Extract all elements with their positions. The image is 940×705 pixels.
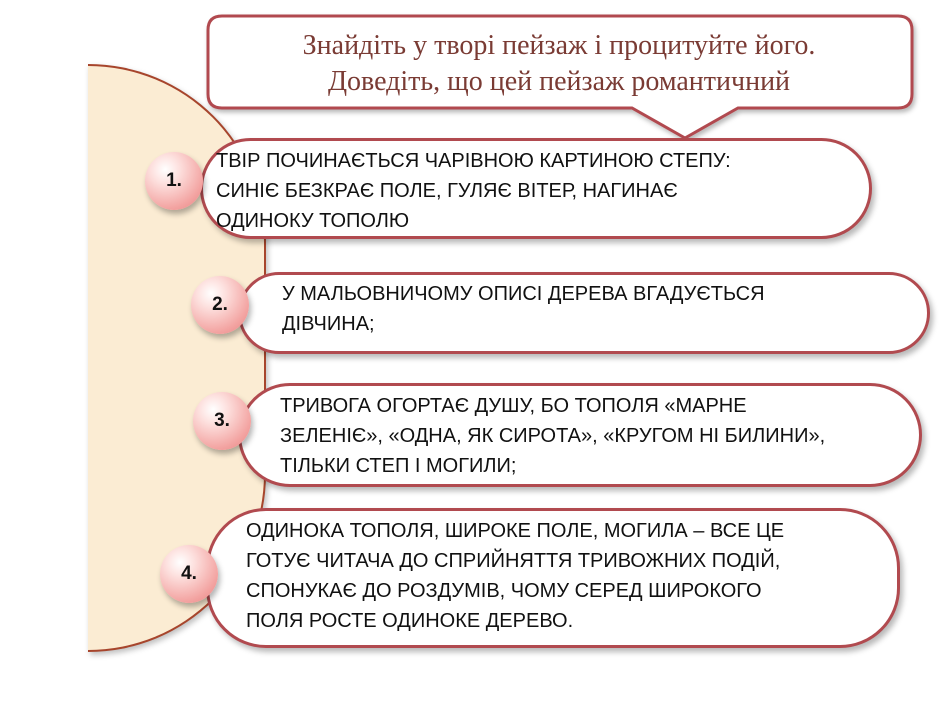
callout-line-2: Доведіть, що цей пейзаж романтичний	[327, 66, 791, 97]
number-badge-4: 4.	[160, 545, 218, 603]
answer-1-line-1: ТВІР ПОЧИНАЄТЬСЯ ЧАРІВНОЮ КАРТИНОЮ СТЕПУ:	[216, 150, 731, 172]
answer-text-3	[280, 391, 825, 481]
answer-4-line-3: СПОНУКАЄ ДО РОЗДУМІВ, ЧОМУ СЕРЕД ШИРОКОГО	[246, 580, 762, 602]
answer-text-2	[282, 279, 765, 339]
answer-text-1	[216, 146, 731, 236]
answer-4-line-2: ГОТУЄ ЧИТАЧА ДО СПРИЙНЯТТЯ ТРИВОЖНИХ ПОДІЙ,	[246, 550, 781, 572]
answer-text-4	[246, 516, 784, 636]
answer-2-line-2: ДІВЧИНА;	[282, 313, 375, 335]
answer-1-line-2: СИНІЄ БЕЗКРАЄ ПОЛЕ, ГУЛЯЄ ВІТЕР, НАГИНАЄ	[216, 180, 678, 202]
answer-3-line-2: ЗЕЛЕНІЄ», «ОДНА, ЯК СИРОТА», «КРУГОМ НІ БИЛИНИ»,	[280, 425, 826, 447]
callout-text	[214, 28, 904, 100]
answer-1-line-3: ОДИНОКУ ТОПОЛЮ	[216, 210, 410, 232]
answer-3-line-3: ТІЛЬКИ СТЕП І МОГИЛИ;	[280, 455, 517, 477]
answer-3-line-1: ТРИВОГА ОГОРТАЄ ДУШУ, БО ТОПОЛЯ «МАРНЕ	[280, 395, 747, 417]
answer-4-line-4: ПОЛЯ РОСТЕ ОДИНОКЕ ДЕРЕВО.	[246, 610, 574, 632]
number-badge-3: 3.	[193, 392, 251, 450]
callout-line-1: Знайдіть у творі пейзаж і процитуйте його.	[302, 30, 816, 61]
number-badge-1: 1.	[145, 152, 203, 210]
number-badge-2: 2.	[191, 276, 249, 334]
answer-2-line-1: У МАЛЬОВНИЧОМУ ОПИСІ ДЕРЕВА ВГАДУЄТЬСЯ	[282, 283, 765, 305]
answer-4-line-1: ОДИНОКА ТОПОЛЯ, ШИРОКЕ ПОЛЕ, МОГИЛА – ВСЕ ЦЕ	[246, 520, 785, 542]
